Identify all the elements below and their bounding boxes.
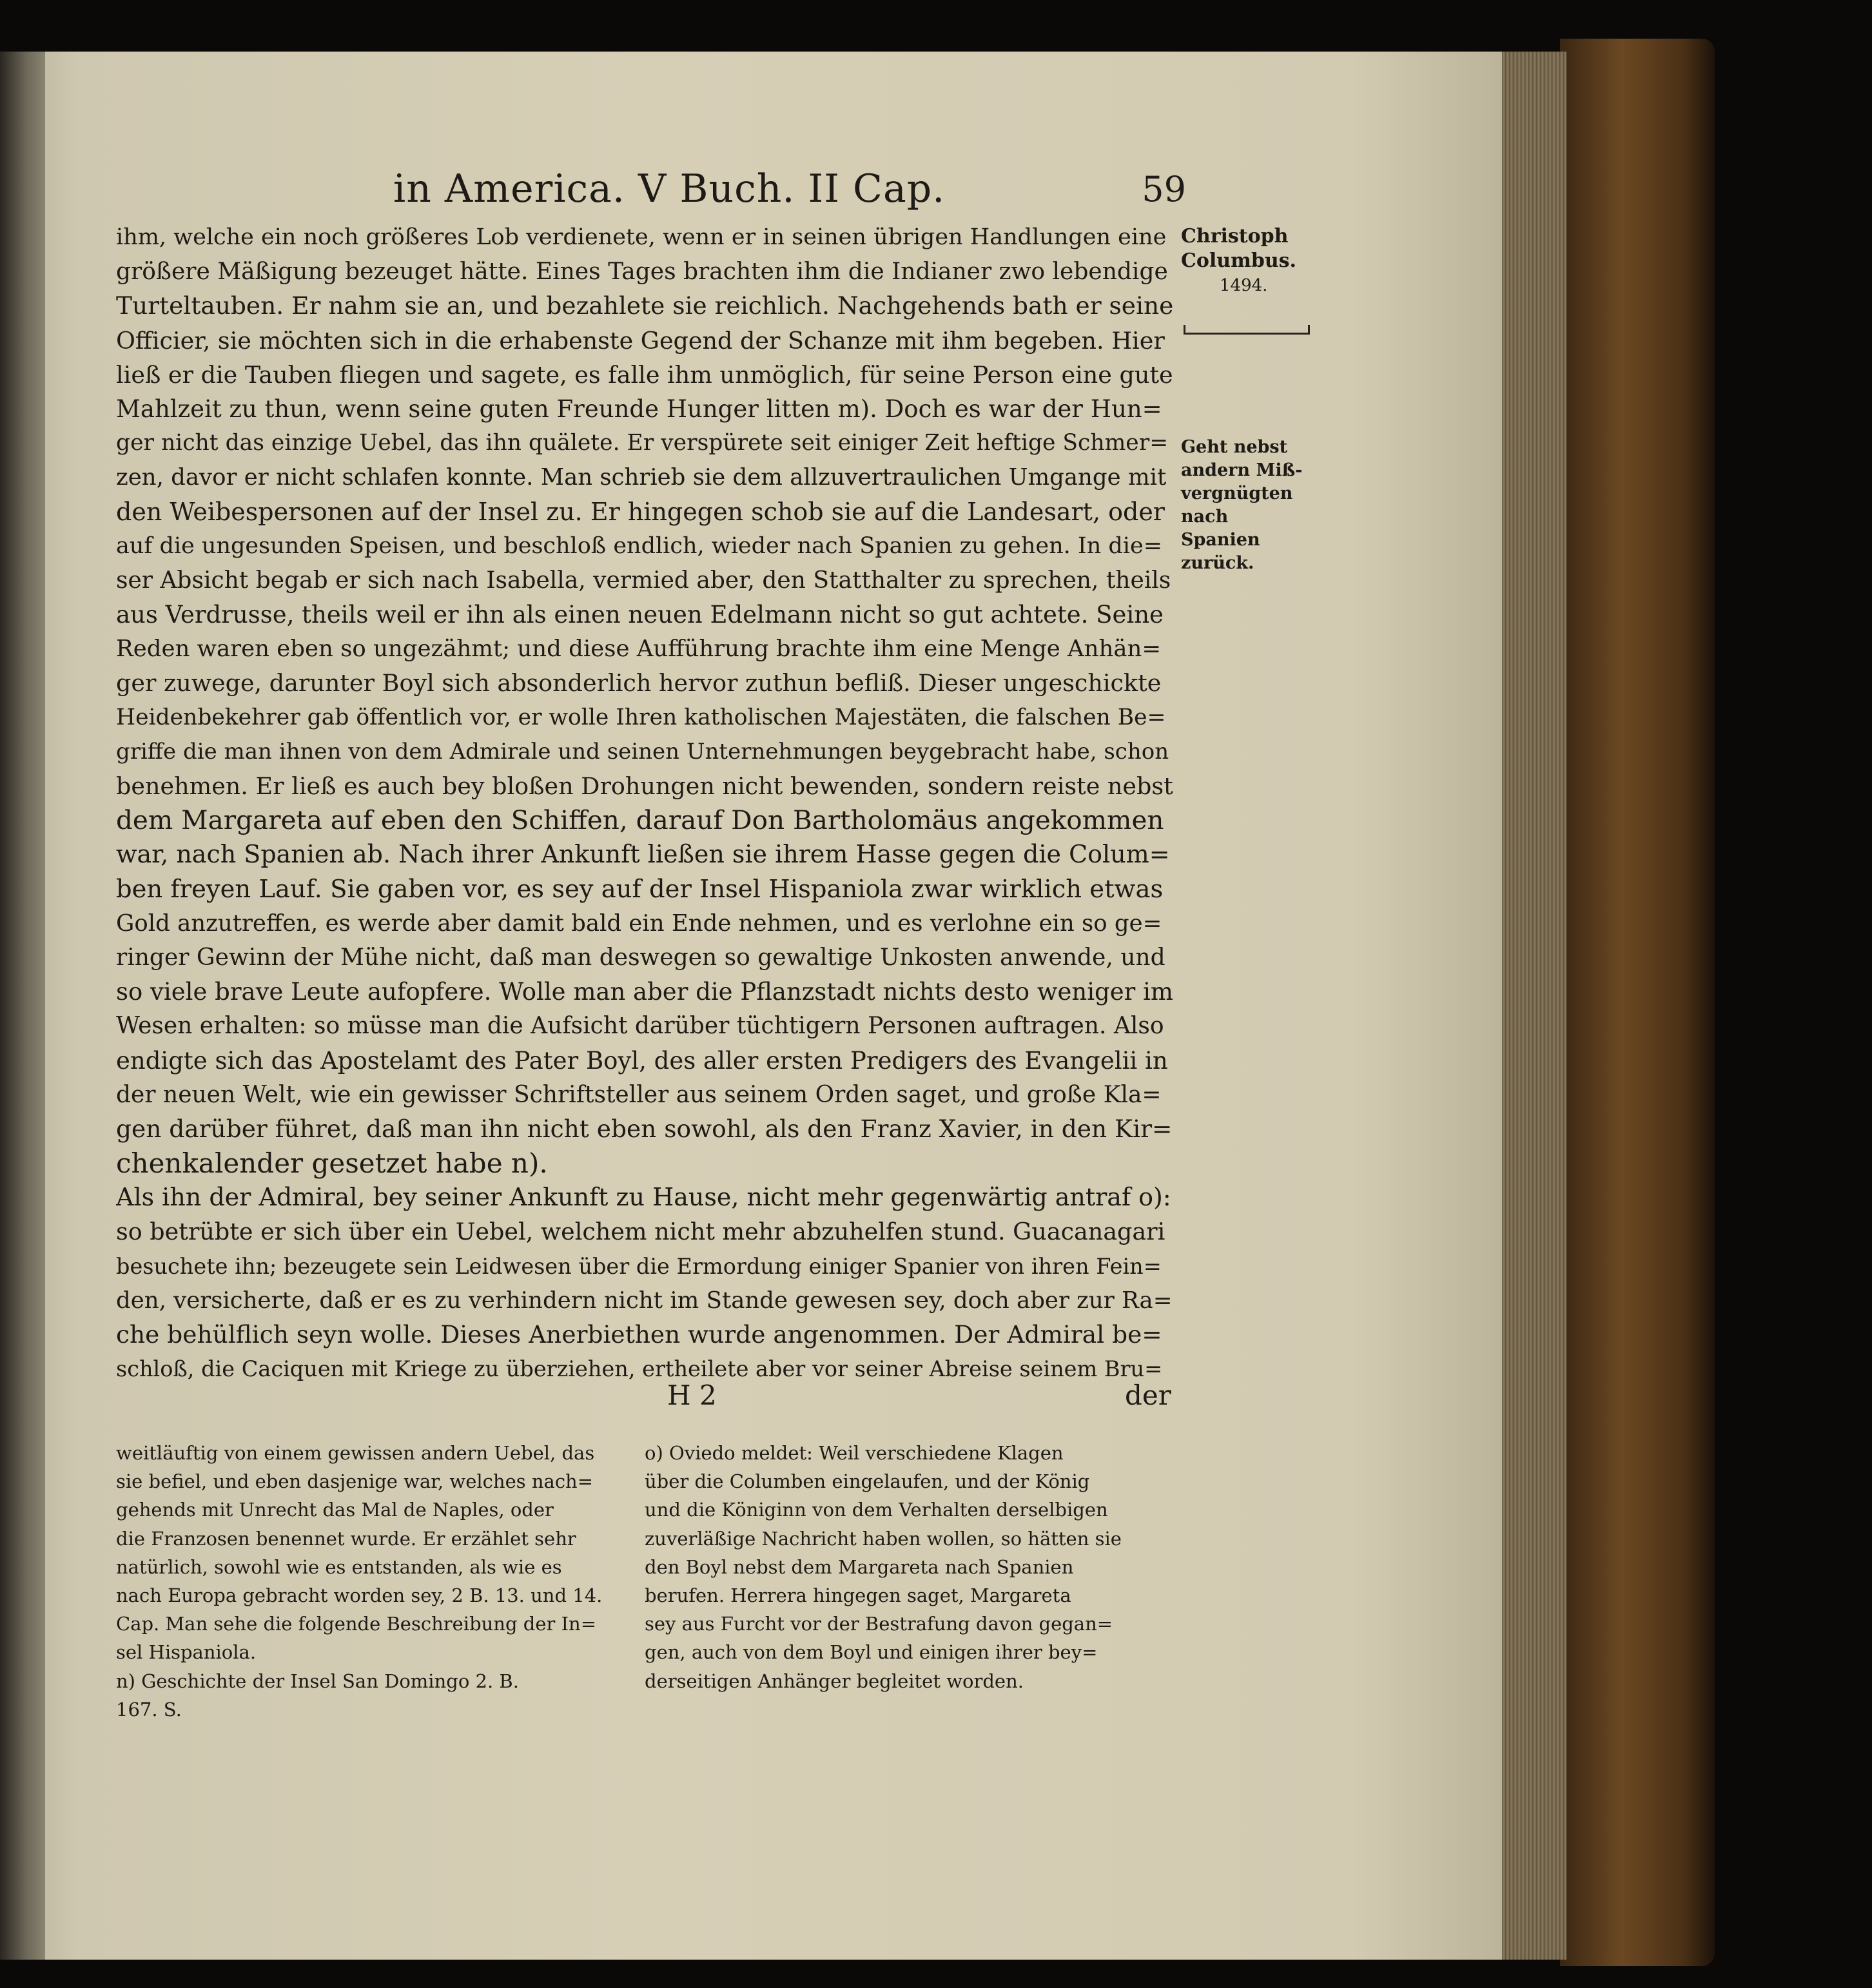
text-line: so viele brave Leute aufopfere. Wolle man aber die Pflanzstadt nichts desto weniger im [116, 978, 1173, 1006]
text-line: größere Mäßigung bezeuget hätte. Eines Tages brachten ihm die Indianer zwo lebendige [116, 258, 1168, 286]
text-line: den, versicherte, daß er es zu verhindern nicht im Stande gewesen sey, doch aber zur Ra= [116, 1287, 1173, 1314]
text-line: dem Margareta auf eben den Schiffen, darauf Don Bartholomäus angekommen [116, 804, 1164, 836]
text-line: Reden waren eben so ungezähmt; und diese Aufführung brachte ihm eine Menge Anhän= [116, 636, 1162, 663]
text-line: auf die ungesunden Speisen, und beschloß endlich, wieder nach Spanien zu gehen. In die= [116, 532, 1163, 559]
text-line: gen darüber führet, daß man ihn nicht eben sowohl, als den Franz Xavier, in den Kir= [116, 1114, 1173, 1143]
text-line: war, nach Spanien ab. Nach ihrer Ankunft ließen sie ihrem Hasse gegen die Colum= [116, 840, 1170, 869]
catchword: der [1125, 1379, 1171, 1411]
sidenote-bracket [1184, 325, 1310, 335]
text-line: o) Oviedo meldet: Weil verschiedene Klagen [645, 1442, 1064, 1464]
text-line: 167. S. [116, 1698, 182, 1720]
text-line: den Boyl nebst dem Margareta nach Spanien [645, 1555, 1074, 1578]
sidenote-line: Columbus. [1181, 249, 1296, 272]
text-line: berufen. Herrera hingegen saget, Margareta [645, 1584, 1071, 1606]
body-text [116, 220, 1173, 1386]
text-line: ger nicht das einzige Uebel, das ihn quälete. Er verspürete seit einiger Zeit heftige Schmer= [116, 430, 1169, 456]
text-line: chenkalender gesetzet habe n). [116, 1147, 548, 1180]
sidenote-line: vergnügten [1181, 483, 1293, 503]
sidenote-line: Christoph [1181, 225, 1289, 248]
footnotes-right [645, 1439, 1173, 1695]
text-line: sel Hispaniola. [116, 1641, 257, 1664]
text-line: Wesen erhalten: so müsse man die Aufsicht darüber tüchtigern Personen auftragen. Also [116, 1013, 1164, 1040]
sidenote-year: 1494. [1220, 276, 1268, 295]
sidenote-line: Geht nebst [1181, 437, 1288, 457]
sidenote-columbus [1181, 224, 1310, 298]
sidenote-returns [1181, 436, 1310, 575]
text-line: besuchete ihn; bezeugete sein Leidwesen über die Ermordung einiger Spanier von ihren Fein= [116, 1253, 1162, 1279]
text-line: che behülflich seyn wolle. Dieses Anerbiethen wurde angenommen. Der Admiral be= [116, 1320, 1162, 1349]
text-line: der neuen Welt, wie ein gewisser Schriftsteller aus seinem Orden saget, und große Kla= [116, 1081, 1162, 1108]
sidenote-line: andern Miß- [1181, 460, 1303, 480]
sidenote-line: nach Spanien [1181, 507, 1260, 550]
text-line: sie befiel, und eben dasjenige war, welches nach= [116, 1470, 594, 1493]
text-line: Cap. Man sehe die folgende Beschreibung der In= [116, 1613, 597, 1635]
text-line: ließ er die Tauben fliegen und sagete, es falle ihm unmöglich, für seine Person eine gute [116, 360, 1173, 389]
page-number: 59 [1142, 169, 1186, 210]
text-line: schloß, die Caciquen mit Kriege zu überziehen, ertheilete aber vor seiner Abreise seinem Bru= [116, 1356, 1163, 1382]
text-line: ser Absicht begab er sich nach Isabella, vermied aber, den Statthalter zu sprechen, theils [116, 567, 1171, 594]
text-line: aus Verdrusse, theils weil er ihn als einen neuen Edelmann nicht so gut achtete. Seine [116, 601, 1164, 629]
footnotes-left [116, 1439, 625, 1724]
left-page-edge [0, 52, 45, 1960]
signature-mark: H 2 [667, 1379, 717, 1411]
text-line: über die Columben eingelaufen, und der König [645, 1470, 1090, 1493]
text-line: und die Königinn von dem Verhalten derselbigen [645, 1499, 1108, 1521]
page-fore-edge [1502, 52, 1566, 1960]
text-line: ihm, welche ein noch größeres Lob verdienete, wenn er in seinen übrigen Handlungen eine [116, 224, 1167, 250]
text-line: benehmen. Er ließ es auch bey bloßen Drohungen nicht bewenden, sondern reiste nebst [116, 772, 1173, 800]
text-line: natürlich, sowohl wie es entstanden, als wie es [116, 1555, 562, 1578]
text-line: sey aus Furcht vor der Bestrafung davon gegan= [645, 1613, 1113, 1635]
sidenote-line: zurück. [1181, 553, 1254, 573]
text-line: zuverläßige Nachricht haben wollen, so hätten sie [645, 1527, 1122, 1550]
text-line: ben freyen Lauf. Sie gaben vor, es sey auf der Insel Hispaniola zwar wirklich etwas [116, 874, 1164, 904]
text-line: ger zuwege, darunter Boyl sich absonderlich hervor zuthun befliß. Dieser ungeschickte [116, 669, 1162, 697]
text-line: weitläuftig von einem gewissen andern Uebel, das [116, 1442, 595, 1464]
text-line: Mahlzeit zu thun, wenn seine guten Freunde Hunger litten m). Doch es war der Hun= [116, 395, 1162, 423]
text-line: gen, auch von dem Boyl und einigen ihrer bey= [645, 1641, 1098, 1664]
book-cover [1560, 39, 1715, 1966]
text-line: so betrübte er sich über ein Uebel, welchem nicht mehr abzuhelfen stund. Guacanagari [116, 1218, 1165, 1246]
text-line: gehends mit Unrecht das Mal de Naples, oder [116, 1499, 554, 1521]
text-line: Als ihn der Admiral, bey seiner Ankunft zu Hause, nicht mehr gegenwärtig antraf o): [116, 1183, 1171, 1212]
text-line: Gold anzutreffen, es werde aber damit bald ein Ende nehmen, und es verlohne ein so ge= [116, 910, 1162, 937]
running-head: in America. V Buch. II Cap. [393, 166, 946, 211]
text-line: griffe die man ihnen von dem Admirale und seinen Unternehmungen beygebracht habe, schon [116, 738, 1169, 765]
text-line: endigte sich das Apostelamt des Pater Boyl, des aller ersten Predigers des Evangelii in [116, 1046, 1168, 1075]
text-line: den Weibespersonen auf der Insel zu. Er hingegen schob sie auf die Landesart, oder [116, 497, 1165, 526]
text-line: Officier, sie möchten sich in die erhabenste Gegend der Schanze mit ihm begeben. Hier [116, 326, 1165, 355]
text-line: zen, davor er nicht schlafen konnte. Man schrieb sie dem allzuvertraulichen Umgange mit [116, 464, 1167, 491]
text-line: die Franzosen benennet wurde. Er erzählet sehr [116, 1527, 576, 1550]
text-line: derseitigen Anhänger begleitet worden. [645, 1670, 1024, 1692]
text-line: nach Europa gebracht worden sey, 2 B. 13. und 14. [116, 1584, 603, 1606]
text-line: n) Geschichte der Insel San Domingo 2. B. [116, 1670, 519, 1692]
text-line: ringer Gewinn der Mühe nicht, daß man deswegen so gewaltige Unkosten anwende, und [116, 944, 1165, 971]
text-line: Heidenbekehrer gab öffentlich vor, er wolle Ihren katholischen Majestäten, die falschen Be= [116, 704, 1166, 730]
text-line: Turteltauben. Er nahm sie an, und bezahlete sie reichlich. Nachgehends bath er seine [116, 291, 1173, 320]
